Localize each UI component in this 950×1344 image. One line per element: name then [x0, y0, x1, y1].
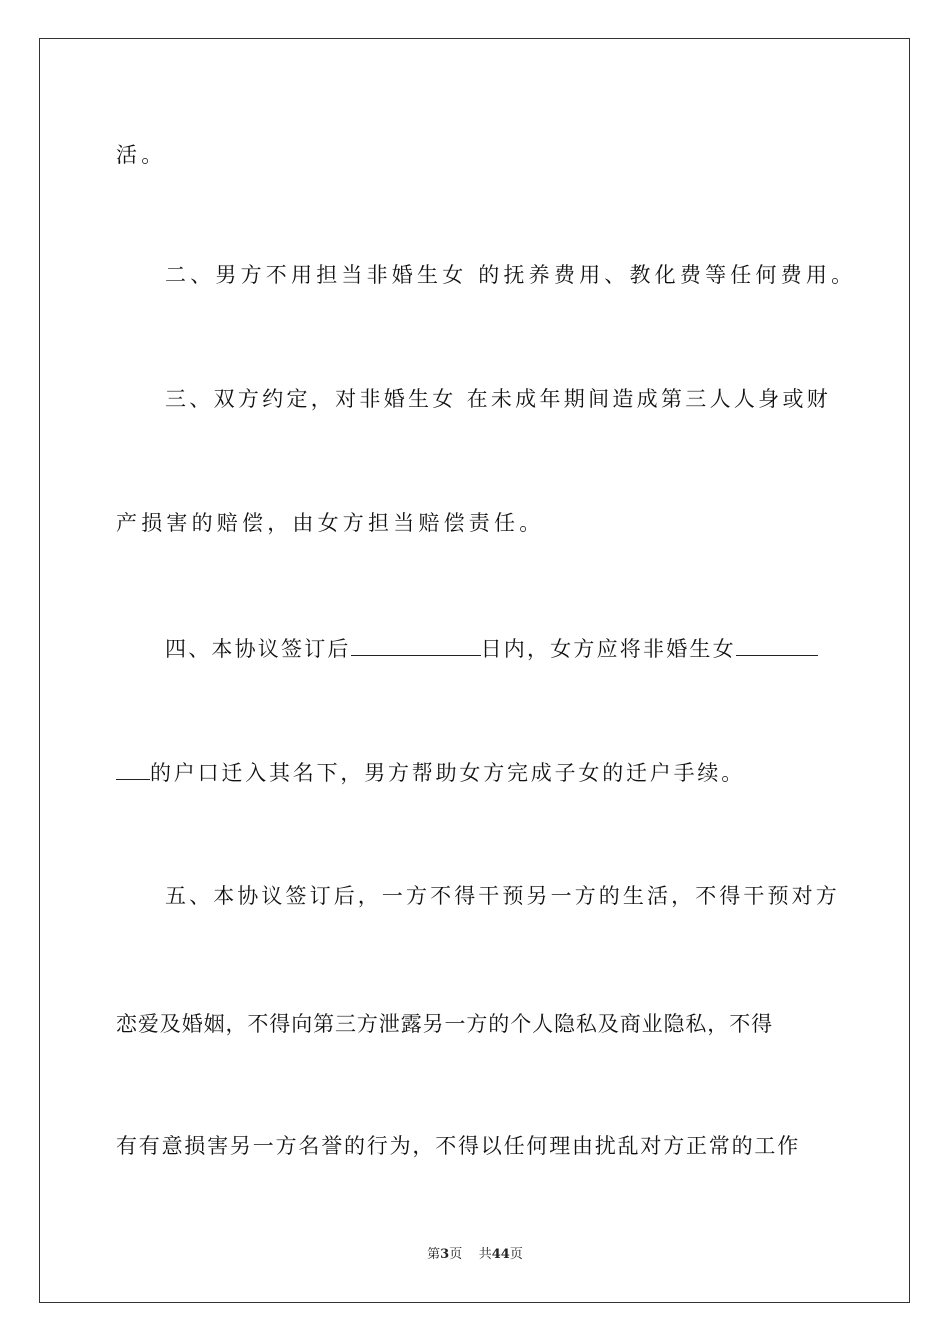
footer-page-prefix: 第: [427, 1247, 441, 1262]
blank-child-name-cont[interactable]: [116, 757, 150, 780]
page-footer: [0, 1246, 950, 1264]
clause-5-cont-2: 有有意损害另一方名誉的行为，不得以任何理由扰乱对方正常的工作: [116, 1134, 800, 1158]
text-line-1: 活。: [116, 143, 167, 167]
footer-page-unit: 页: [449, 1247, 463, 1262]
clause-3-cont: 产损害的赔偿，由女方担当赔偿责任。: [116, 511, 545, 535]
footer-page-number: 3: [440, 1247, 450, 1262]
footer-total-unit: 页: [509, 1247, 523, 1262]
blank-child-name[interactable]: [736, 633, 818, 656]
clause-5-cont-1: 恋爱及婚姻，不得向第三方泄露另一方的个人隐私及商业隐私，不得: [116, 1012, 773, 1036]
blank-days[interactable]: [351, 633, 481, 656]
clause-2: 二、男方不用担当非婚生女 的抚养费用、教化费等任何费用。: [165, 263, 857, 287]
clause-4-cont-text: 的户口迁入其名下，男方帮助女方完成子女的迁户手续。: [150, 761, 745, 785]
page-border: [39, 38, 910, 1303]
clause-5: 五、本协议签订后，一方不得干预另一方的生活，不得干预对方: [165, 884, 840, 908]
footer-total-pages: 44: [491, 1247, 510, 1262]
clause-4-part-a: 四、本协议签订后: [165, 637, 351, 661]
footer-total-prefix: 共: [478, 1247, 492, 1262]
clause-3: 三、双方约定，对非婚生女 在未成年期间造成第三人人身或财: [165, 387, 832, 411]
clause-4-cont: [116, 757, 745, 788]
clause-4: [165, 633, 818, 664]
clause-4-part-b: 日内，女方应将非婚生女: [480, 637, 736, 661]
